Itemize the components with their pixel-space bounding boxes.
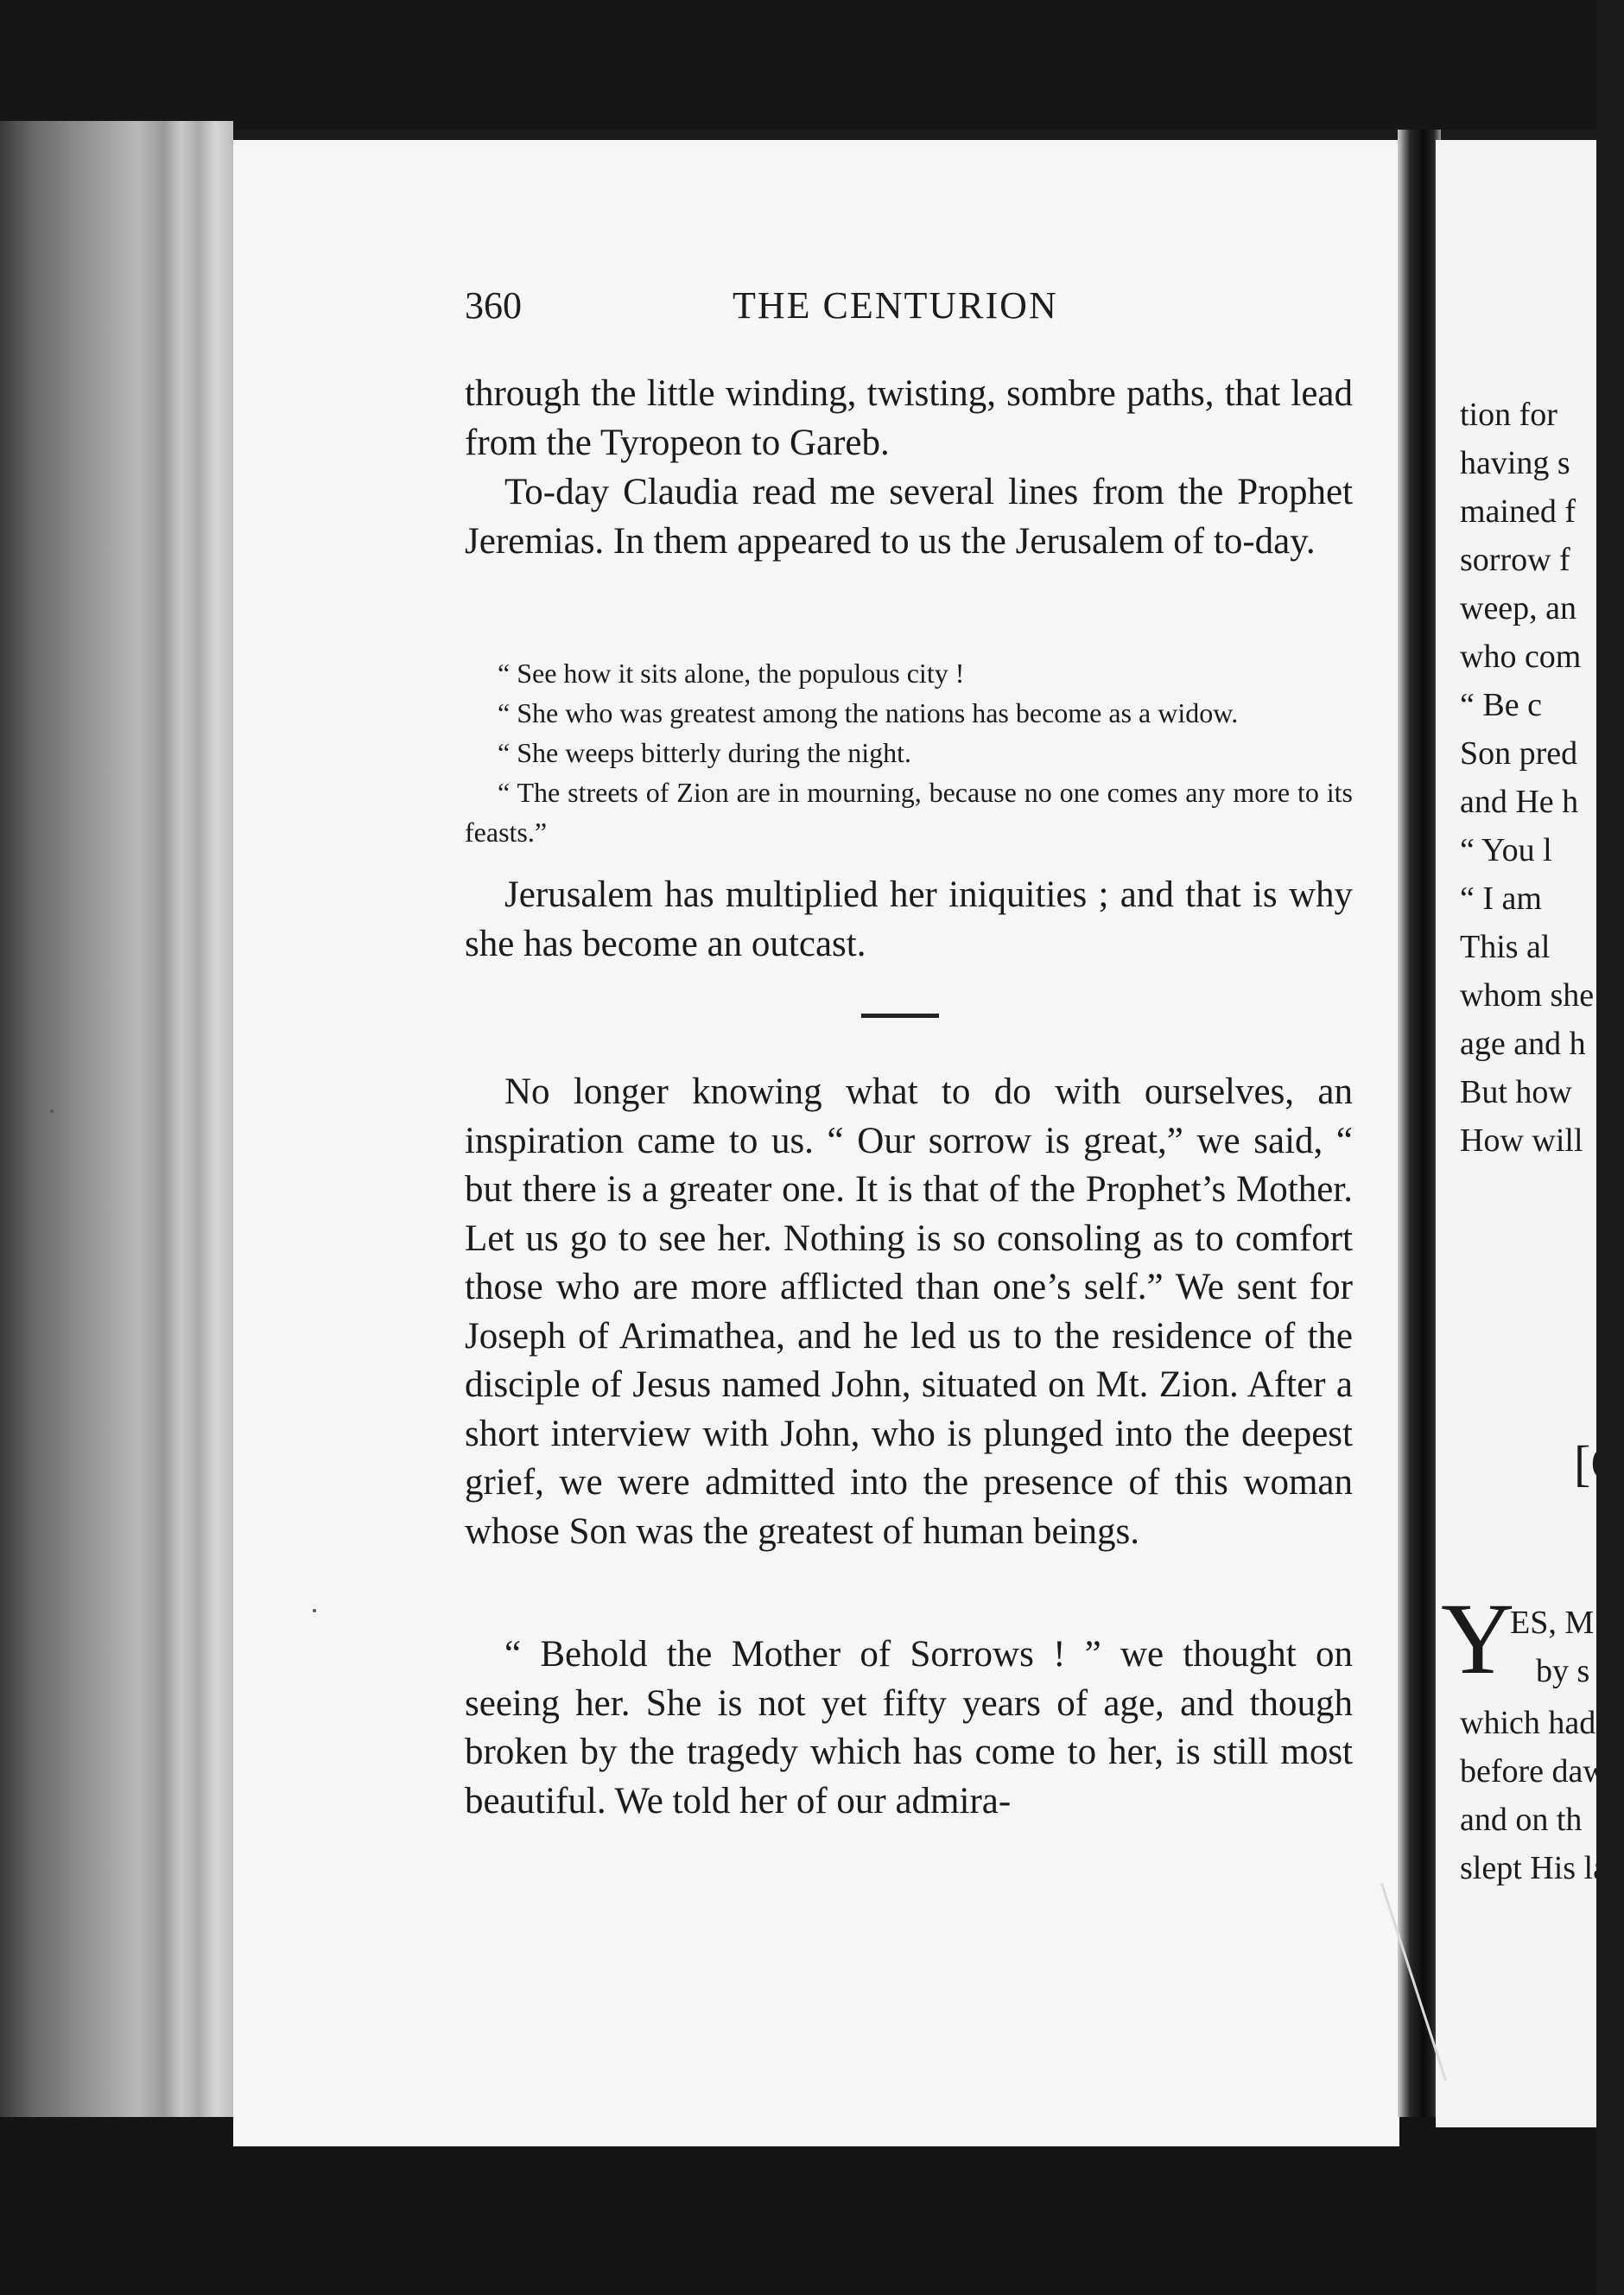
drop-cap: Y (1441, 1582, 1515, 1695)
running-head: THE CENTURION (733, 284, 1058, 327)
right-line: and on th (1460, 1802, 1583, 1838)
right-line: and He h (1460, 784, 1579, 820)
paragraph-5 (465, 1631, 1353, 1826)
dust-speck (50, 1109, 54, 1113)
right-line: slept His la (1460, 1850, 1608, 1886)
paragraph-3-text: Jerusalem has multiplied her iniquities ; and that is why she has become an outcast. (465, 874, 1353, 964)
paragraph-5-text: “ Behold the Mother of Sorrows ! ” we thought on seeing her. She is not yet fifty years of age, and though broken by the tragedy which has come to her, is still most beautiful. We told her of our admira- (465, 1634, 1353, 1821)
right-line: having s (1460, 445, 1570, 481)
right-line: “ You l (1460, 832, 1552, 868)
right-line: “ Be c (1460, 687, 1542, 723)
paragraph-1 (465, 370, 1353, 467)
paragraph-1-text: through the little winding, twisting, sombre paths, that lead from the Tyropeon to Gareb. (465, 373, 1353, 463)
quote-line: “ She weeps bitterly during the night. (498, 737, 912, 768)
right-line: This al (1460, 929, 1551, 965)
right-line: mained f (1460, 493, 1576, 530)
dust-speck (313, 1609, 316, 1612)
right-line: ES, M (1510, 1605, 1595, 1641)
scan-background-top (0, 0, 1596, 130)
paragraph-2 (465, 468, 1353, 566)
right-line: whom she (1460, 977, 1595, 1014)
book-gutter (1398, 130, 1441, 2117)
quote-line: “ The streets of Zion are in mourning, because no one comes any more to its feasts.” (465, 777, 1353, 848)
paragraph-3 (465, 871, 1353, 969)
book-page-edges (0, 121, 233, 2117)
paragraph-4 (465, 1068, 1353, 1556)
right-line: tion for (1460, 397, 1557, 433)
right-line: sorrow f (1460, 542, 1570, 578)
page-number: 360 (465, 284, 522, 327)
paragraph-4-text: No longer knowing what to do with ourselves, an inspiration came to us. “ Our sorrow is great,” we said, “ but there is a greater one. It is that of the Prophet’s Mother. Let us go to see her. Nothing is so consoling as to comfort those who are more afflicted than one’s self.” We sent for Joseph of Arimathea, and he led us to the residence of the disciple of Jesus named John, situated on Mt. Zion. After a short interview with John, who is plunged into the deepest grief, we were admitted into the presence of this woman whose Son was the greatest of human beings. (465, 1071, 1353, 1552)
paragraph-2-text: To-day Claudia read me several lines from the Prophet Jeremias. In them appeared to us the Jerusalem of to-day. (465, 472, 1353, 562)
right-line: who com (1460, 639, 1582, 675)
right-line: How will (1460, 1122, 1583, 1159)
scripture-quote (465, 653, 1353, 852)
right-line: “ I am (1460, 880, 1542, 917)
section-divider (861, 1014, 939, 1018)
right-line: which had (1460, 1705, 1596, 1741)
right-line: age and h (1460, 1026, 1586, 1062)
right-line: weep, an (1460, 590, 1577, 626)
quote-line: “ She who was greatest among the nations has become as a widow. (498, 697, 1239, 728)
chapter-heading-fragment: [C (1574, 1435, 1624, 1491)
page-header (465, 283, 1353, 335)
right-line: Son pred (1460, 735, 1578, 772)
right-line: by s (1536, 1653, 1590, 1689)
right-line: before daw (1460, 1753, 1607, 1790)
quote-line: “ See how it sits alone, the populous city ! (498, 658, 965, 689)
right-line: But how (1460, 1074, 1572, 1110)
